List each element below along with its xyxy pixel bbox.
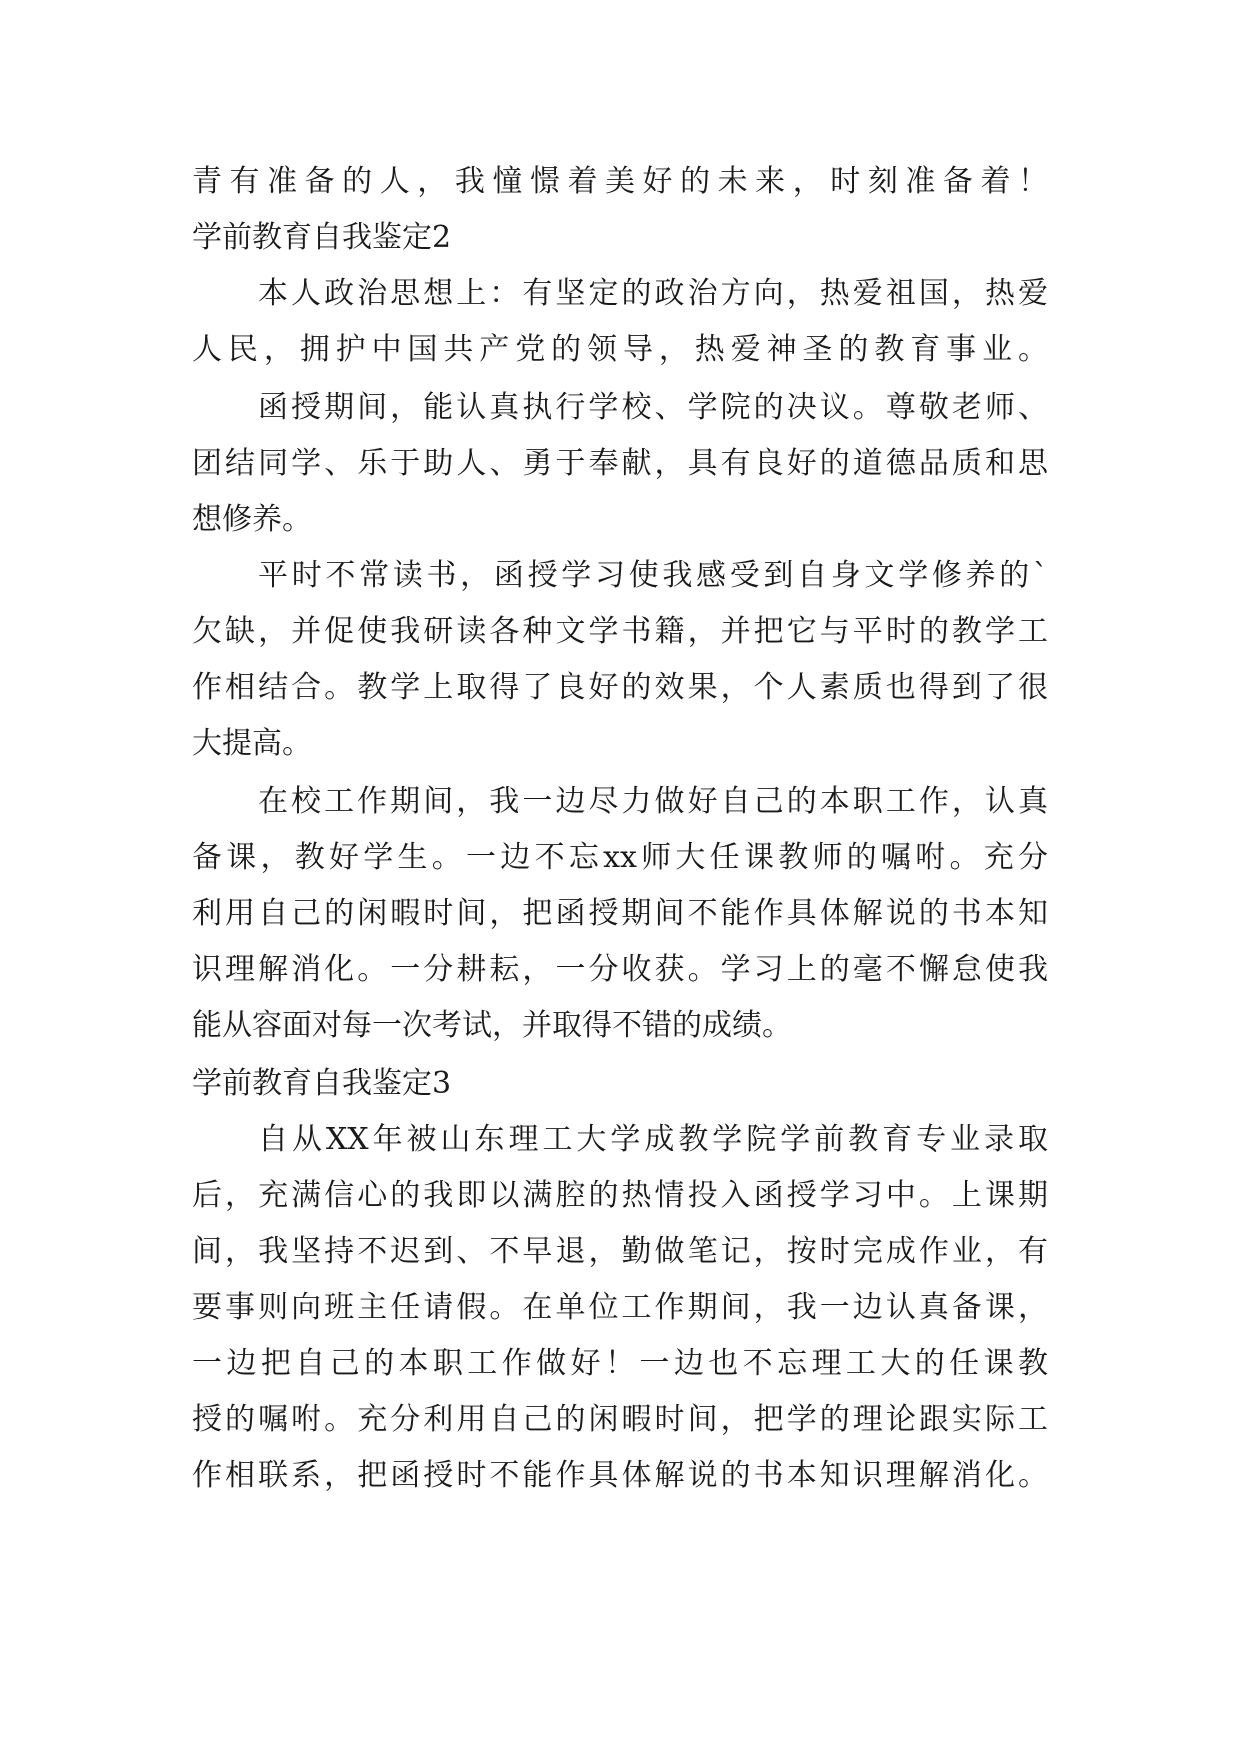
paragraph-line: 间，我坚持不迟到、不早退，勤做笔记，按时完成作业，有 <box>192 1234 1048 1269</box>
paragraph-line: 授的嘱咐。充分利用自己的闲暇时间，把学的理论跟实际工 <box>192 1402 1048 1437</box>
section-heading: 学前教育自我鉴定3 <box>192 1066 452 1101</box>
paragraph-line: 大提高。 <box>192 726 312 761</box>
paragraph-line: 青有准备的人，我憧憬着美好的未来，时刻准备着！ <box>192 164 1048 199</box>
paragraph-line: 要事则向班主任请假。在单位工作期间，我一边认真备课， <box>192 1290 1048 1325</box>
paragraph-line: 欠缺，并促使我研读各种文学书籍，并把它与平时的教学工 <box>192 614 1048 649</box>
paragraph-line: 识理解消化。一分耕耘，一分收获。学习上的毫不懈怠使我 <box>192 952 1048 987</box>
paragraph-line: 函授期间，能认真执行学校、学院的决议。尊敬老师、 <box>258 390 1048 425</box>
paragraph-line: 本人政治思想上：有坚定的政治方向，热爱祖国，热爱 <box>258 276 1048 311</box>
paragraph-line: 平时不常读书，函授学习使我感受到自身文学修养的` <box>258 558 1048 593</box>
paragraph-line: 作相结合。教学上取得了良好的效果，个人素质也得到了很 <box>192 670 1048 705</box>
paragraph-line: 作相联系，把函授时不能作具体解说的书本知识理解消化。 <box>192 1458 1048 1493</box>
paragraph-line: 想修养。 <box>192 502 312 537</box>
paragraph-line: 后，充满信心的我即以满腔的热情投入函授学习中。上课期 <box>192 1178 1048 1213</box>
paragraph-line: 能从容面对每一次考试，并取得不错的成绩。 <box>192 1008 792 1043</box>
paragraph-line: 自从XX年被山东理工大学成教学院学前教育专业录取 <box>258 1122 1048 1157</box>
paragraph-line: 一边把自己的本职工作做好！一边也不忘理工大的任课教 <box>192 1346 1048 1381</box>
section-heading: 学前教育自我鉴定2 <box>192 220 452 255</box>
paragraph-line: 人民，拥护中国共产党的领导，热爱神圣的教育事业。 <box>192 332 1048 367</box>
paragraph-line: 团结同学、乐于助人、勇于奉献，具有良好的道德品质和思 <box>192 446 1048 481</box>
paragraph-line: 利用自己的闲暇时间，把函授期间不能作具体解说的书本知 <box>192 896 1048 931</box>
paragraph-line: 在校工作期间，我一边尽力做好自己的本职工作，认真 <box>258 784 1048 819</box>
paragraph-line: 备课，教好学生。一边不忘xx师大任课教师的嘱咐。充分 <box>192 840 1048 875</box>
